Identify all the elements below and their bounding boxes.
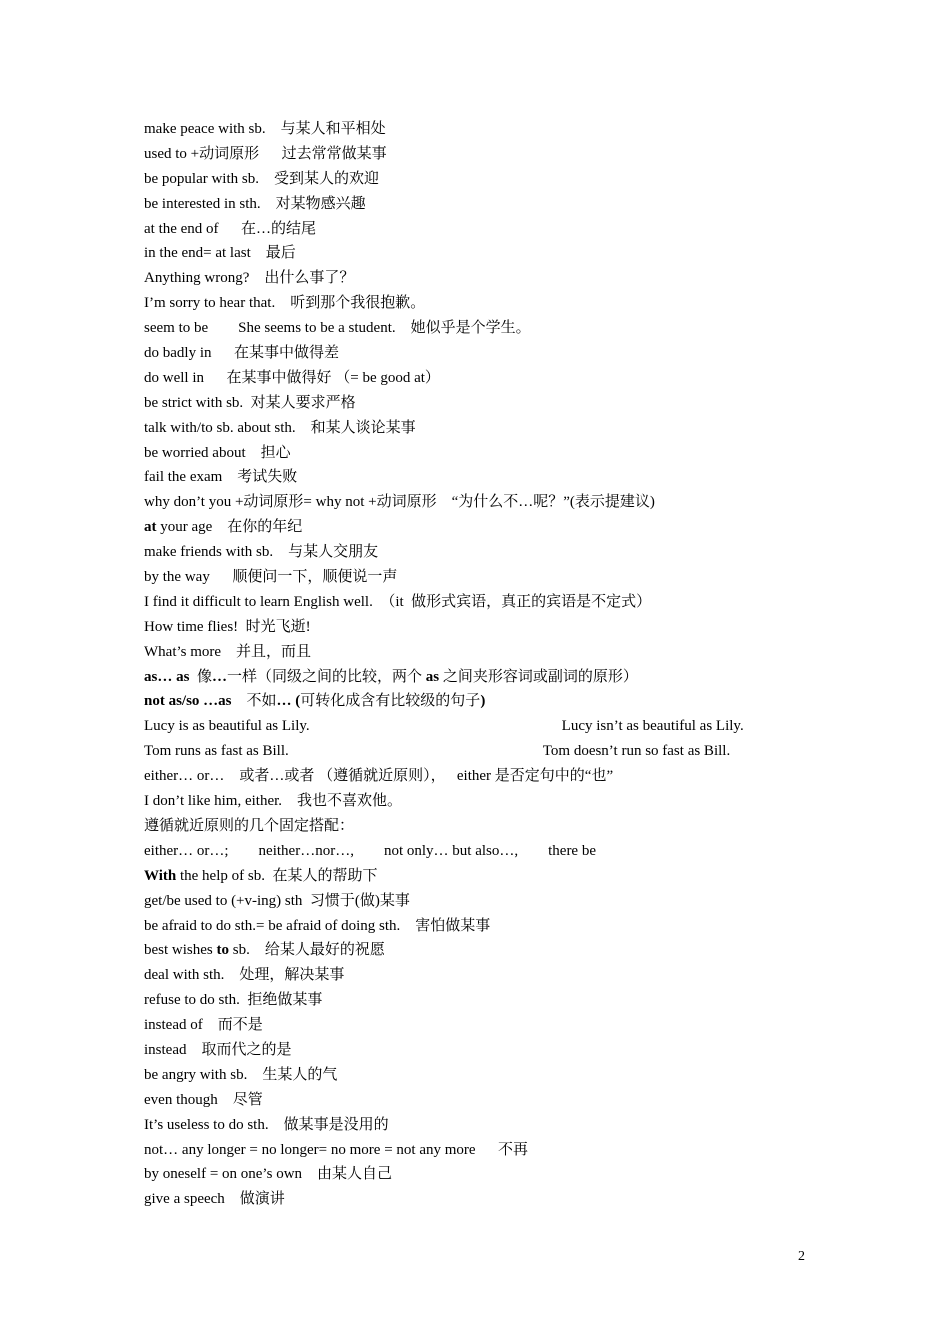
phrase-line (144, 416, 864, 441)
phrase-text: Tom doesn’t run so fast as Bill. (542, 743, 731, 760)
phrase-text: instead of 而不是 (144, 1017, 263, 1034)
phrase-line (144, 217, 864, 242)
phrase-text: deal with sth. 处理，解决某事 (144, 967, 345, 984)
phrase-text: 遵循就近原则的几个固定搭配： (144, 817, 355, 834)
phrase-line (144, 739, 864, 764)
phrase-text: do well in 在某事中做得好 （= be good at） (144, 369, 440, 386)
phrase-text: be strict with sb. 对某人要求严格 (144, 394, 356, 411)
phrase-text: be afraid to do sth.= be afraid of doing sth. 害怕做某事 (144, 917, 491, 934)
phrase-text: 可转化成含有比较级的句子 (300, 693, 481, 710)
phrase-line (144, 540, 864, 565)
phrase-text: Lucy isn’t as beautiful as Lily. (561, 718, 744, 735)
phrase-line (144, 117, 864, 142)
phrase-text: do badly in 在某事中做得差 (144, 345, 339, 362)
phrase-line (144, 839, 864, 864)
phrase-list (144, 117, 864, 1212)
phrase-line (144, 1187, 864, 1212)
phrase-text: as… as (144, 668, 190, 685)
page-number: 2 (798, 1249, 805, 1264)
phrase-line (144, 938, 864, 963)
phrase-line (144, 241, 864, 266)
phrase-line (144, 291, 864, 316)
phrase-text: the help of sb. 在某人的帮助下 (176, 867, 378, 884)
phrase-line (144, 490, 864, 515)
phrase-text: ) (480, 693, 486, 710)
phrase-line (144, 1013, 864, 1038)
phrase-text: by oneself = on one’s own 由某人自己 (144, 1166, 393, 1183)
phrase-text: I’m sorry to hear that. 听到那个我很抱歉。 (144, 295, 426, 312)
phrase-text: instead 取而代之的是 (144, 1041, 292, 1058)
phrase-line (144, 316, 864, 341)
phrase-text: not… any longer = no longer= no more = not any more 不再 (144, 1141, 529, 1158)
phrase-line (144, 789, 864, 814)
phrase-text: be worried about 担心 (144, 444, 291, 461)
phrase-text: I don’t like him, either. 我也不喜欢他。 (144, 793, 403, 810)
phrase-text: to (216, 942, 229, 959)
phrase-text: 不如 (231, 693, 277, 710)
phrase-text: Tom runs as fast as Bill. (144, 743, 289, 760)
phrase-line (144, 864, 864, 889)
phrase-line (144, 515, 864, 540)
phrase-text: in the end= at last 最后 (144, 245, 296, 262)
phrase-line (144, 366, 864, 391)
phrase-text: be interested in sth. 对某物感兴趣 (144, 195, 366, 212)
phrase-text: refuse to do sth. 拒绝做某事 (144, 992, 323, 1009)
phrase-line (144, 465, 864, 490)
phrase-line (144, 192, 864, 217)
phrase-text: With (144, 867, 177, 884)
phrase-text: even though 尽管 (144, 1091, 263, 1108)
phrase-line (144, 889, 864, 914)
phrase-text: at the end of 在…的结尾 (144, 220, 317, 237)
phrase-line (144, 988, 864, 1013)
phrase-text: at (144, 519, 157, 536)
phrase-line (144, 963, 864, 988)
phrase-text: talk with/to sb. about sth. 和某人谈论某事 (144, 419, 416, 436)
phrase-line (144, 1063, 864, 1088)
phrase-text: make friends with sb. 与某人交朋友 (144, 544, 379, 561)
phrase-text: give a speech 做演讲 (144, 1191, 285, 1208)
phrase-text: fail the exam 考试失败 (144, 469, 298, 486)
phrase-text: seem to be She seems to be a student. 她似乎是个学生。 (144, 320, 531, 337)
phrase-text: either… or…; neither…nor…, not only… but also…, there be (144, 842, 596, 859)
phrase-text: sb. 给某人最好的祝愿 (229, 942, 385, 959)
phrase-text: make peace with sb. 与某人和平相处 (144, 121, 386, 137)
phrase-line (144, 142, 864, 167)
phrase-line (144, 640, 864, 665)
phrase-line (144, 167, 864, 192)
phrase-text: I find it difficult to learn English well. （it 做形式宾语，真正的宾语是不定式） (144, 593, 652, 610)
phrase-text: 一样（同级之间的比较，两个 (226, 668, 426, 685)
phrase-text: What’s more 并且，而且 (144, 643, 312, 660)
phrase-text: be popular with sb. 受到某人的欢迎 (144, 170, 379, 187)
phrase-line (144, 689, 864, 714)
phrase-text: get/be used to (+v-ing) sth 习惯于(做)某事 (144, 892, 410, 909)
phrase-text: used to +动词原形 过去常常做某事 (144, 145, 387, 162)
phrase-text: … ( (276, 693, 301, 710)
phrase-line (144, 1162, 864, 1187)
phrase-text: It’s useless to do sth. 做某事是没用的 (144, 1116, 389, 1133)
phrase-line (144, 714, 864, 739)
phrase-text: best wishes (144, 942, 217, 959)
phrase-text: 像 (189, 668, 212, 685)
phrase-text: either… or… 或者…或者 （遵循就近原则）， either 是否定句中的“也” (144, 768, 614, 785)
phrase-text: Lucy is as beautiful as Lily. (144, 718, 310, 735)
phrase-line (144, 266, 864, 291)
phrase-text: your age 在你的年纪 (156, 519, 303, 536)
phrase-line (144, 1038, 864, 1063)
phrase-text: by the way 顺便问一下，顺便说一声 (144, 569, 398, 586)
phrase-text: How time flies! 时光飞逝! (144, 618, 311, 635)
phrase-text: Anything wrong? 出什么事了？ (144, 270, 355, 287)
phrase-text: not as/so …as (144, 693, 232, 710)
phrase-line (144, 341, 864, 366)
phrase-line (144, 565, 864, 590)
phrase-line (144, 441, 864, 466)
phrase-line (144, 615, 864, 640)
phrase-line (144, 814, 864, 839)
phrase-line (144, 764, 864, 789)
phrase-line (144, 914, 864, 939)
phrase-text: as (425, 668, 440, 685)
phrase-line (144, 1138, 864, 1163)
phrase-text: 之间夹形容词或副词的原形） (439, 668, 638, 685)
phrase-text: … (211, 668, 227, 685)
phrase-line (144, 590, 864, 615)
phrase-text: be angry with sb. 生某人的气 (144, 1066, 338, 1083)
phrase-line (144, 665, 864, 690)
phrase-line (144, 1113, 864, 1138)
phrase-line (144, 391, 864, 416)
phrase-text: why don’t you +动词原形= why not +动词原形 “为什么不…呢？”(表示提建议) (144, 494, 655, 511)
phrase-line (144, 1088, 864, 1113)
